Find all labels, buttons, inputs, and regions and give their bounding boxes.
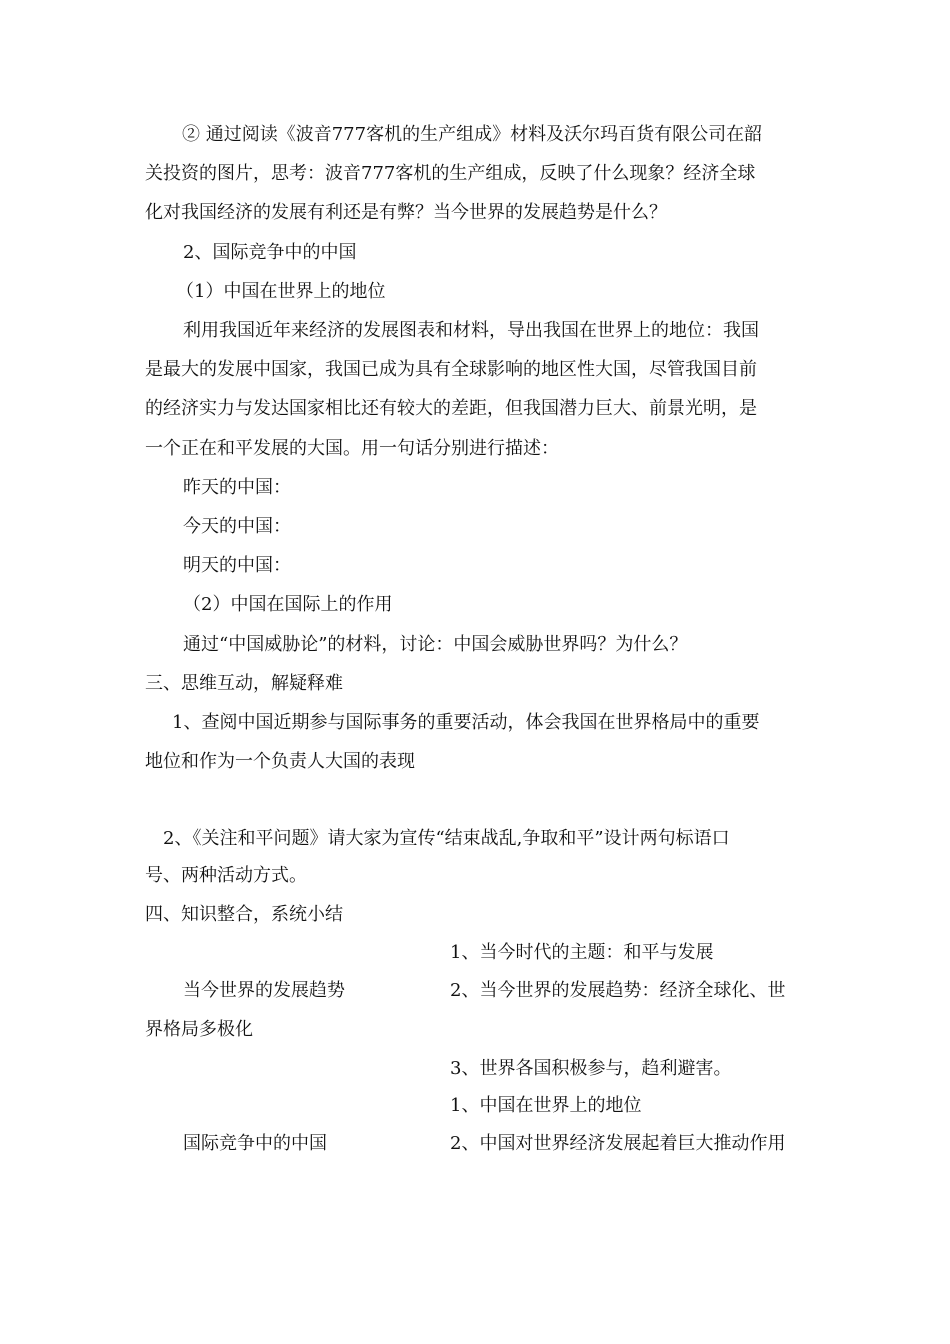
summary-china-2: 2、中国对世界经济发展起着巨大推动作用: [450, 1133, 786, 1154]
summary-trend-2: 2、当今世界的发展趋势：经济全球化、世: [450, 980, 786, 1001]
summary-china-label: 国际竞争中的中国: [183, 1133, 327, 1154]
document-page: ② 通过阅读《波音777客机的生产组成》材料及沃尔玛百货有限公司在韶 关投资的图片，思考：波音777客机的生产组成，反映了什么现象？经济全球 化对我国经济的发展有利还是有弊？当今世界的发展趋势是什么？ 2、国际竞争中的中国 （1）中国在世界上的地位 利用我国近年来经济的发展图表和材料，导出我国在世界上的地位：我国 是最大的发展中国家，我国已成为具有全球影响的地区性大国，尽管我国目前 的经济实力与发达国家相比还有较大的差距，但我国潜力巨大、前景光明，是 一个正在和平发展的大国。用一句话分别进行描述： 昨天的中国： 今天的中国： 明天的中国： （2）中国在国际上的作用 通过“中国威胁论”的材料，讨论：中国会威胁世界吗？为什么？ 三、思维互动，解疑释难 1、查阅中国近期参与国际事务的重要活动，体会我国在世界格局中的重要 地位和作为一个负责人大国的表现 2、《关注和平问题》请大家为宣传“结束战乱,争取和平”设计两句标语口 号、两种活动方式。 四、知识整合，系统小结 1、当今时代的主题：和平与发展 当今世界的发展趋势 2、当今世界的发展趋势：经济全球化、世 界格局多极化 3、世界各国积极参与，趋利避害。 1、中国在世界上的地位 国际竞争中的中国 2、中国对世界经济发展起着巨大推动作用: [0, 0, 950, 1344]
summary-trend-label: 当今世界的发展趋势: [183, 980, 345, 1001]
